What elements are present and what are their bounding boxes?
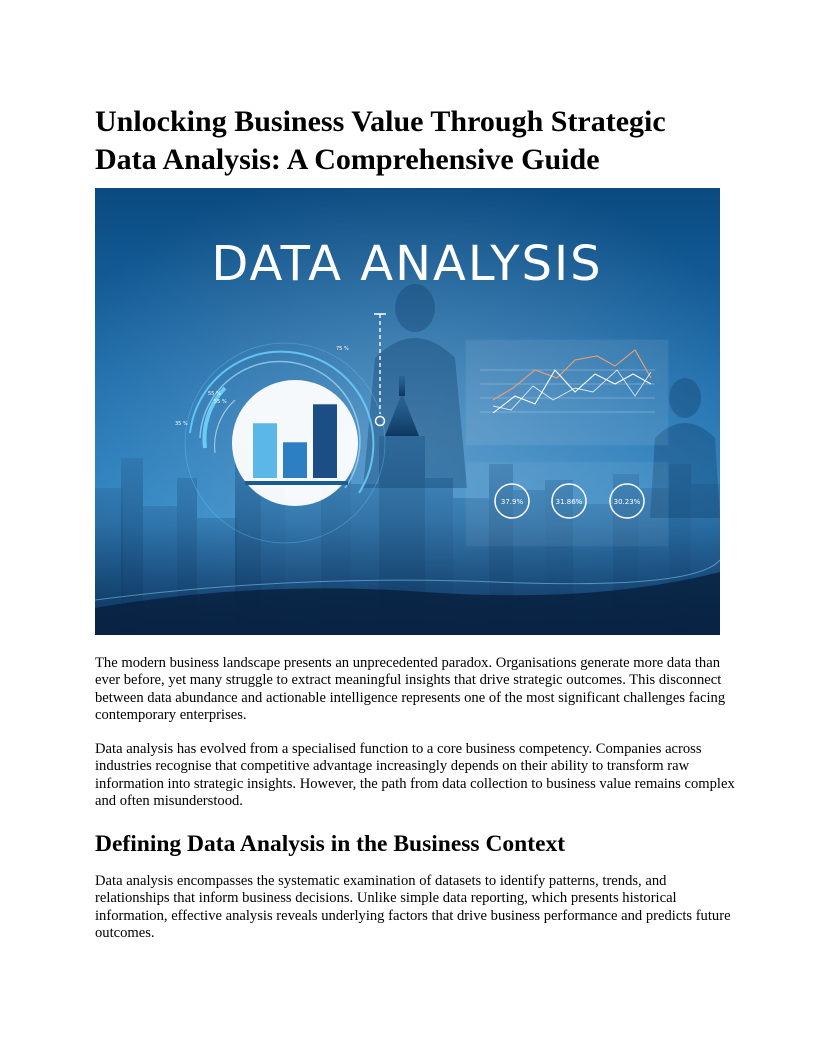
- ring-label-4: 35 %: [175, 421, 188, 427]
- section-heading: Defining Data Analysis in the Business Context: [95, 831, 566, 857]
- kpi-panel: [466, 462, 668, 546]
- ring-label-2: 55 %: [208, 391, 221, 397]
- intro-paragraph-2: Data analysis has evolved from a specialised function to a core business competency. Companies across industries recognise that competitive advantage increasingly depends on their ability to transform raw information into strategic insights. However, the path from data collection to business value remains complex and often misunderstood.: [95, 741, 735, 809]
- hero-bar-2: [283, 442, 307, 478]
- article-title: Unlocking Business Value Through Strategic Data Analysis: A Comprehensive Guide: [95, 105, 666, 176]
- kpi-value-2: 31.86%: [555, 498, 583, 506]
- bar-chart-icon: [232, 380, 358, 506]
- intro-paragraph-1: The modern business landscape presents an unprecedented paradox. Organisations generate more data than ever before, yet many struggle to extract meaningful insights that drive strategic outcomes. This disconnect between data abundance and actionable intelligence represents one of the most significant challenges facing contemporary enterprises.: [95, 655, 726, 723]
- kpi-value-3: 30.23%: [613, 498, 641, 506]
- ring-label-1: 75 %: [336, 346, 349, 352]
- hero-heading: DATA ANALYSIS: [211, 236, 603, 292]
- hero-bar-1: [253, 423, 277, 478]
- kpi-value-1: 37.9%: [500, 498, 524, 506]
- section-paragraph-1: Data analysis encompasses the systematic examination of datasets to identify patterns, trends, and relationships that inform business decisions. Unlike simple data reporting, which presents historical information, effective analysis reveals underlying factors that drive business performance and predicts future outcomes.: [95, 873, 731, 941]
- ring-label-3: 55 %: [214, 399, 227, 405]
- hero-image: [95, 188, 720, 635]
- line-chart-panel: [466, 340, 668, 445]
- hero-bar-3: [313, 404, 337, 478]
- bar-chart-baseline: [245, 481, 348, 485]
